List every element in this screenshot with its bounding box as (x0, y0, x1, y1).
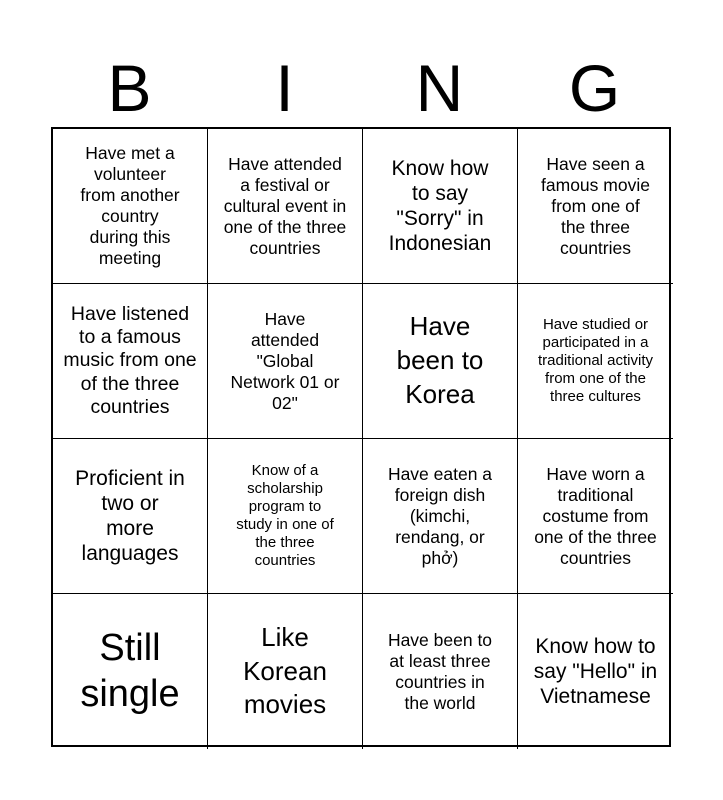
bingo-cell-r3c1[interactable] (53, 439, 208, 594)
bingo-cell-text: Have been to Korea (396, 311, 484, 409)
bingo-cell-r4c3[interactable] (363, 594, 518, 749)
bingo-cell-r4c2[interactable] (208, 594, 363, 749)
bingo-cell-text: Know of a scholarship program to study in one of the three countries (236, 462, 334, 569)
bingo-cell-r2c1[interactable] (53, 284, 208, 439)
bingo-cell-text: Have seen a famous movie from one of the three countries (541, 153, 650, 258)
bingo-cell-r3c3[interactable] (363, 439, 518, 594)
bingo-cell-text: Proficient in two or more languages (75, 466, 185, 566)
bingo-cell-r1c3[interactable] (363, 129, 518, 284)
bingo-cell-text: Have listened to a famous music from one of the three countries (63, 302, 197, 419)
bingo-cell-text: Have attended a festival or cultural event in one of the three countries (223, 153, 347, 258)
bingo-cell-r1c4[interactable] (518, 129, 673, 284)
bingo-cell-text: Have studied or participated in a traditional activity from one of the three cultures (537, 316, 654, 405)
bingo-cell-r3c2[interactable] (208, 439, 363, 594)
bingo-cell-r2c2[interactable] (208, 284, 363, 439)
bingo-cell-r2c3[interactable] (363, 284, 518, 439)
bingo-title (52, 48, 672, 128)
bingo-cell-text: Know how to say "Sorry" in Indonesian (388, 156, 492, 256)
bingo-cell-r4c1[interactable] (53, 594, 208, 749)
bingo-board (51, 127, 671, 747)
bingo-cell-r3c4[interactable] (518, 439, 673, 594)
bingo-cell-text: Have been to at least three countries in the world (387, 629, 493, 713)
bingo-cell-text: Have met a volunteer from another country during this meeting (80, 143, 180, 268)
bingo-cell-text: Have worn a traditional costume from one of the three countries (534, 463, 657, 568)
bingo-cell-text: Know how to say "Hello" in Vietnamese (533, 634, 658, 709)
title-letter-b: B (107, 51, 152, 125)
title-letter-n: N (415, 51, 464, 125)
bingo-cell-text: Still single (80, 626, 180, 715)
bingo-cell-text: Like Korean movies (243, 621, 327, 720)
bingo-cell-text: Have attended "Global Network 01 or 02" (230, 308, 340, 413)
bingo-cell-text: Have eaten a foreign dish (kimchi, rendang, or phở) (387, 463, 493, 568)
bingo-cell-r2c4[interactable] (518, 284, 673, 439)
bingo-cell-r1c2[interactable] (208, 129, 363, 284)
bingo-cell-r1c1[interactable] (53, 129, 208, 284)
title-letter-g: G (568, 51, 621, 125)
title-letter-i: I (275, 51, 294, 125)
bingo-cell-r4c4[interactable] (518, 594, 673, 749)
